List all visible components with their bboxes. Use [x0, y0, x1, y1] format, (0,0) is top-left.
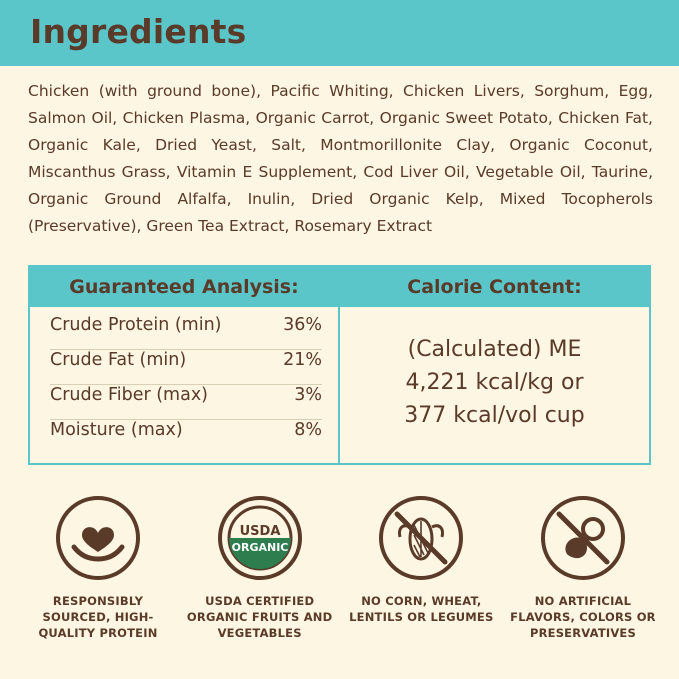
svg-text:ORGANIC: ORGANIC — [231, 541, 289, 554]
row-label: Crude Protein (min) — [50, 315, 222, 335]
usda-organic-icon — [217, 495, 303, 581]
badge-row — [18, 495, 663, 641]
calorie-line-2: 4,221 kcal/kg or — [405, 369, 584, 395]
badge-caption: RESPONSIBLY SOURCED, HIGH-QUALITY PROTEIN — [38, 594, 158, 640]
table-row — [50, 420, 322, 454]
badge-caption: NO CORN, WHEAT, LENTILS OR LEGUMES — [349, 594, 494, 624]
badge-no-artificial — [503, 495, 663, 641]
calorie-line-3: 377 kcal/vol cup — [404, 402, 585, 428]
hand-heart-icon — [55, 495, 141, 581]
nutrition-tables — [28, 265, 651, 465]
calorie-content-body — [340, 307, 649, 463]
badge-responsibly-sourced — [18, 495, 178, 641]
row-value: 21% — [283, 350, 322, 370]
row-value: 36% — [283, 315, 322, 335]
no-corn-icon — [378, 495, 464, 581]
row-value: 3% — [294, 385, 322, 405]
badge-no-corn — [341, 495, 501, 641]
badge-caption: NO ARTIFICIAL FLAVORS, COLORS OR PRESERVATIVES — [510, 594, 656, 640]
badge-caption: USDA CERTIFIED ORGANIC FRUITS AND VEGETABLES — [186, 594, 333, 640]
table-row — [50, 350, 322, 385]
row-value: 8% — [294, 420, 322, 440]
row-label: Crude Fat (min) — [50, 350, 187, 370]
svg-text:USDA: USDA — [239, 524, 281, 539]
calorie-content-table — [340, 267, 649, 463]
guaranteed-analysis-body — [30, 307, 338, 463]
no-artificial-icon — [540, 495, 626, 581]
guaranteed-analysis-table — [30, 267, 340, 463]
badge-usda-organic — [180, 495, 340, 641]
table-row — [50, 315, 322, 350]
row-label: Moisture (max) — [50, 420, 183, 440]
guaranteed-analysis-title: Guaranteed Analysis: — [30, 267, 338, 307]
calorie-content-text — [404, 333, 584, 432]
page-title: Ingredients — [30, 12, 247, 51]
ingredients-text: Chicken (with ground bone), Pacific Whiting, Chicken Livers, Sorghum, Egg, Salmon Oil, Chicken Plasma, Organic Carrot, Organic Sweet Potato, Chicken Fat, Organic Kale, Dried Yeast, Salt, Montmorillonite Clay, Organic Coconut, Miscanthus Grass, Vitamin E Supplement, Cod Liver Oil, Vegetable Oil, Taurine, Organic Ground Alfalfa, Inulin, Dried Organic Kelp, Mixed Tocopherols (Preservative), Green Tea Extract, Rosemary Extract — [28, 82, 653, 235]
row-label: Crude Fiber (max) — [50, 385, 209, 405]
calorie-content-title: Calorie Content: — [340, 267, 649, 307]
table-row — [50, 385, 322, 420]
calorie-line-1: (Calculated) ME — [407, 336, 582, 362]
